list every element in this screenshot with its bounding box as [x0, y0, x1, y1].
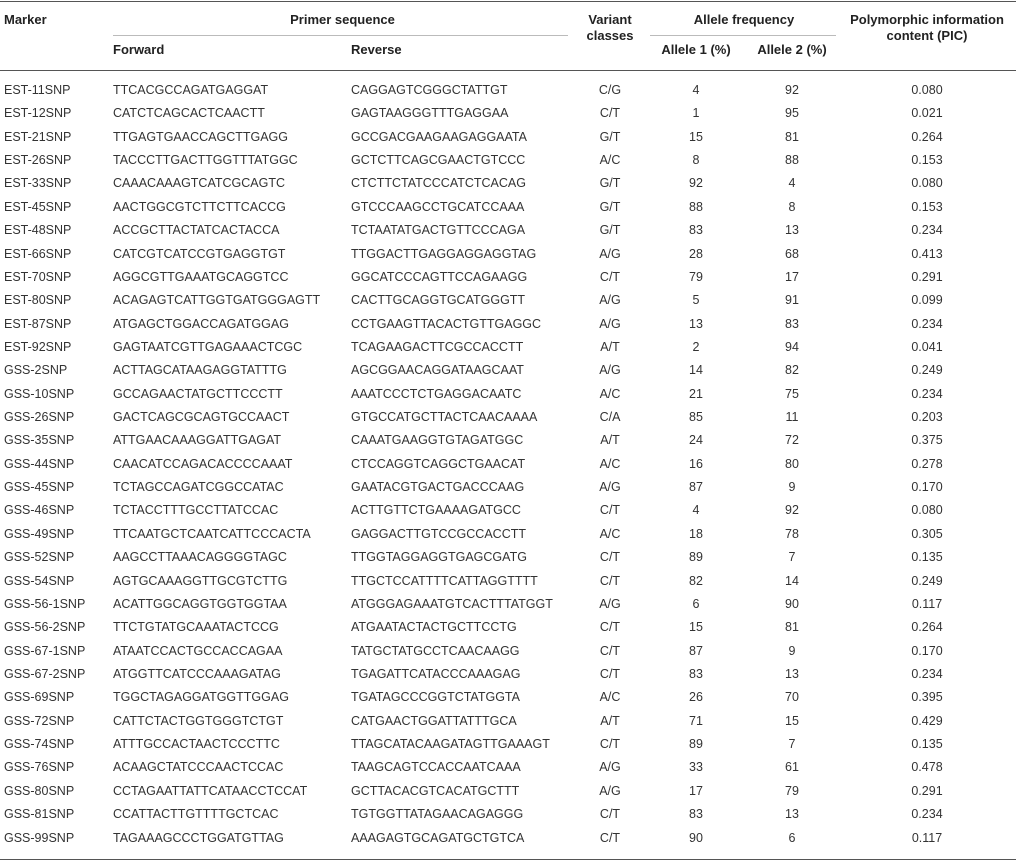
cell-allele1: 71	[689, 713, 703, 728]
cell-allele2: 7	[788, 737, 796, 752]
cell-variant: C/A	[599, 410, 621, 425]
cell-allele2: 61	[785, 760, 799, 775]
cell-marker: EST-87SNP	[4, 316, 72, 331]
cell-allele2: 6	[788, 830, 796, 845]
cell-marker: EST-33SNP	[4, 176, 72, 191]
cell-allele1: 90	[689, 830, 703, 845]
table-row	[0, 102, 1016, 125]
cell-allele2: 15	[785, 713, 799, 728]
cell-forward: GCCAGAACTATGCTTCCCTT	[113, 386, 283, 401]
cell-allele1: 4	[692, 83, 700, 97]
cell-forward: CATCTCAGCACTCAACTT	[113, 106, 265, 121]
table-row	[0, 827, 1016, 850]
table-row	[0, 336, 1016, 359]
cell-allele1: 21	[689, 386, 703, 401]
cell-reverse: AGCGGAACAGGATAAGCAAT	[351, 363, 524, 378]
cell-pic: 0.117	[911, 830, 943, 845]
cell-variant: C/T	[599, 573, 621, 588]
cell-pic: 0.153	[911, 153, 943, 168]
cell-marker: EST-48SNP	[4, 223, 72, 238]
table-row	[0, 710, 1016, 733]
cell-reverse: CATGAACTGGATTATTTGCA	[351, 713, 517, 728]
cell-allele1: 87	[689, 480, 703, 495]
cell-variant: C/T	[599, 503, 621, 518]
cell-allele2: 8	[788, 199, 796, 214]
cell-reverse: GAGTAAGGGTTTGAGGAA	[351, 106, 509, 121]
table-bottom-rule	[0, 859, 1016, 860]
header-reverse: Reverse	[351, 42, 402, 57]
cell-allele2: 9	[788, 643, 796, 658]
cell-forward: TTGAGTGAACCAGCTTGAGG	[113, 129, 289, 144]
cell-pic: 0.021	[911, 106, 943, 121]
cell-allele1: 16	[689, 456, 703, 471]
cell-pic: 0.478	[911, 760, 943, 775]
cell-pic: 0.080	[911, 83, 943, 97]
cell-pic: 0.291	[911, 269, 943, 284]
cell-marker: GSS-52SNP	[4, 550, 75, 565]
cell-reverse: GCTTACACGTCACATGCTTT	[351, 783, 520, 798]
cell-allele1: 4	[692, 503, 700, 518]
cell-marker: EST-11SNP	[4, 83, 71, 97]
cell-pic: 0.375	[911, 433, 943, 448]
cell-variant: A/C	[599, 386, 621, 401]
cell-allele2: 9	[788, 480, 796, 495]
cell-forward: ACAGAGTCATTGGTGATGGGAGTT	[113, 293, 321, 308]
table-row	[0, 686, 1016, 709]
cell-allele1: 83	[689, 807, 703, 822]
cell-reverse: TATGCTATGCCTCAACAAGG	[351, 643, 520, 658]
table-row	[0, 593, 1016, 616]
cell-forward: ACTTAGCATAAGAGGTATTTG	[113, 363, 287, 378]
cell-allele2: 83	[785, 316, 799, 331]
cell-marker: GSS-67-2SNP	[4, 666, 86, 681]
cell-variant: G/T	[599, 199, 621, 214]
cell-allele1: 15	[689, 129, 703, 144]
cell-reverse: ATGGGAGAAATGTCACTTTATGGT	[351, 596, 553, 611]
table-row	[0, 570, 1016, 593]
table-row	[0, 616, 1016, 639]
header-allele-frequency: Allele frequency	[693, 12, 795, 27]
cell-pic: 0.203	[911, 410, 943, 425]
cell-allele2: 91	[785, 293, 799, 308]
cell-pic: 0.234	[911, 386, 943, 401]
cell-forward: CAACATCCAGACACCCCAAAT	[113, 456, 293, 471]
cell-variant: A/G	[599, 293, 621, 308]
cell-pic: 0.117	[911, 596, 943, 611]
cell-marker: GSS-46SNP	[4, 503, 75, 518]
cell-reverse: ATGAATACTACTGCTTCCTG	[351, 620, 517, 635]
table-row	[0, 289, 1016, 312]
cell-marker: GSS-80SNP	[4, 783, 75, 798]
cell-allele1: 14	[689, 363, 703, 378]
cell-allele1: 17	[689, 783, 703, 798]
header-allele2: Allele 2 (%)	[757, 42, 827, 57]
cell-reverse: ACTTGTTCTGAAAAGATGCC	[351, 503, 521, 518]
cell-allele2: 88	[785, 153, 799, 168]
cell-variant: C/T	[599, 269, 621, 284]
cell-pic: 0.413	[911, 246, 943, 261]
cell-pic: 0.305	[911, 526, 943, 541]
cell-forward: CATTCTACTGGTGGGTCTGT	[113, 713, 284, 728]
cell-pic: 0.264	[911, 620, 943, 635]
cell-allele1: 2	[692, 339, 700, 354]
cell-allele1: 1	[692, 106, 700, 121]
cell-allele2: 17	[785, 269, 799, 284]
cell-allele2: 70	[785, 690, 799, 705]
cell-pic: 0.278	[911, 456, 943, 471]
table-row	[0, 756, 1016, 779]
cell-forward: TAGAAAGCCCTGGATGTTAG	[113, 830, 284, 845]
cell-marker: EST-92SNP	[4, 339, 72, 354]
cell-marker: GSS-76SNP	[4, 760, 75, 775]
cell-forward: TTCTGTATGCAAATACTCCG	[113, 620, 279, 635]
cell-forward: TTCAATGCTCAATCATTCCCACTA	[113, 526, 311, 541]
cell-reverse: CTCTTCTATCCCATCTCACAG	[351, 176, 526, 191]
cell-allele1: 8	[692, 153, 700, 168]
cell-variant: A/G	[599, 596, 621, 611]
table-row	[0, 476, 1016, 499]
cell-forward: ACATTGGCAGGTGGTGGTAA	[113, 596, 287, 611]
table-row	[0, 499, 1016, 522]
cell-pic: 0.249	[911, 573, 943, 588]
cell-variant: A/C	[599, 526, 621, 541]
cell-pic: 0.429	[911, 713, 943, 728]
cell-reverse: CACTTGCAGGTGCATGGGTT	[351, 293, 526, 308]
cell-marker: GSS-74SNP	[4, 737, 75, 752]
cell-variant: A/T	[600, 713, 620, 728]
cell-allele1: 83	[689, 223, 703, 238]
cell-reverse: TTGCTCCATTTTCATTAGGTTTT	[351, 573, 538, 588]
header-primer-sequence: Primer sequence	[290, 12, 395, 27]
cell-reverse: TGAGATTCATACCCAAAGAG	[351, 666, 521, 681]
table-row	[0, 406, 1016, 429]
cell-forward: ATGGTTCATCCCAAAGATAG	[113, 666, 281, 681]
cell-reverse: TGTGGTTATAGAACAGAGGG	[351, 807, 524, 822]
cell-reverse: AAAGAGTGCAGATGCTGTCA	[351, 830, 525, 845]
cell-reverse: CAGGAGTCGGGCTATTGT	[351, 83, 508, 97]
cell-forward: TCTACCTTTGCCTTATCCAC	[113, 503, 279, 518]
cell-forward: CCATTACTTGTTTTGCTCAC	[113, 807, 279, 822]
cell-allele1: 85	[689, 410, 703, 425]
header-allele1: Allele 1 (%)	[661, 42, 731, 57]
cell-reverse: GCCGACGAAGAAGAGGAATA	[351, 129, 527, 144]
cell-marker: GSS-72SNP	[4, 713, 75, 728]
cell-allele2: 82	[785, 363, 799, 378]
cell-allele2: 11	[785, 410, 799, 425]
header-forward: Forward	[113, 42, 165, 57]
cell-allele2: 95	[785, 106, 799, 121]
cell-marker: EST-45SNP	[4, 199, 72, 214]
cell-variant: A/C	[599, 456, 621, 471]
cell-variant: A/G	[599, 246, 621, 261]
cell-marker: GSS-45SNP	[4, 480, 75, 495]
table-row	[0, 546, 1016, 569]
cell-allele1: 82	[689, 573, 703, 588]
cell-forward: ATGAGCTGGACCAGATGGAG	[113, 316, 289, 331]
cell-variant: A/G	[599, 480, 621, 495]
table-row	[0, 126, 1016, 149]
cell-reverse: TCTAATATGACTGTTCCCAGA	[351, 223, 526, 238]
cell-marker: GSS-49SNP	[4, 526, 75, 541]
cell-allele2: 80	[785, 456, 799, 471]
cell-allele2: 75	[785, 386, 799, 401]
cell-pic: 0.234	[911, 807, 943, 822]
cell-marker: EST-26SNP	[4, 153, 72, 168]
cell-marker: EST-12SNP	[4, 106, 72, 121]
cell-allele2: 94	[785, 339, 799, 354]
cell-forward: CATCGTCATCCGTGAGGTGT	[113, 246, 286, 261]
table-row	[0, 359, 1016, 382]
cell-allele2: 92	[785, 83, 799, 97]
cell-variant: C/T	[599, 620, 621, 635]
table-row	[0, 733, 1016, 756]
cell-variant: A/G	[599, 783, 621, 798]
cell-pic: 0.234	[911, 223, 943, 238]
cell-forward: ACCGCTTACTATCACTACCA	[113, 223, 280, 238]
cell-variant: A/G	[599, 363, 621, 378]
cell-variant: G/T	[599, 129, 621, 144]
cell-marker: GSS-10SNP	[4, 386, 75, 401]
header-bottom-rule	[0, 70, 1016, 71]
cell-forward: AGGCGTTGAAATGCAGGTCC	[113, 269, 289, 284]
cell-allele2: 13	[785, 666, 799, 681]
cell-allele1: 6	[692, 596, 700, 611]
cell-reverse: TTAGCATACAAGATAGTTGAAAGT	[351, 737, 550, 752]
cell-reverse: GGCATCCCAGTTCCAGAAGG	[351, 269, 528, 284]
cell-forward: TACCCTTGACTTGGTTTATGGC	[113, 153, 298, 168]
cell-allele2: 13	[785, 807, 799, 822]
table-row	[0, 803, 1016, 826]
table-row	[0, 429, 1016, 452]
cell-variant: C/T	[599, 666, 621, 681]
cell-variant: A/G	[599, 760, 621, 775]
cell-marker: GSS-81SNP	[4, 807, 75, 822]
table-row	[0, 453, 1016, 476]
cell-allele2: 4	[788, 176, 796, 191]
cell-forward: ATTGAACAAAGGATTGAGAT	[113, 433, 282, 448]
cell-marker: EST-21SNP	[4, 129, 72, 144]
cell-variant: A/T	[600, 339, 620, 354]
cell-allele1: 24	[689, 433, 703, 448]
cell-forward: GACTCAGCGCAGTGCCAACT	[113, 410, 290, 425]
cell-forward: CAAACAAAGTCATCGCAGTC	[113, 176, 286, 191]
cell-forward: ACAAGCTATCCCAACTCCAC	[113, 760, 284, 775]
table-row	[0, 523, 1016, 546]
table-top-rule	[0, 1, 1016, 2]
cell-allele2: 7	[788, 550, 796, 565]
cell-pic: 0.264	[911, 129, 943, 144]
table-row	[0, 383, 1016, 406]
cell-variant: A/C	[599, 153, 621, 168]
cell-forward: TTCACGCCAGATGAGGAT	[113, 83, 269, 97]
cell-variant: A/G	[599, 316, 621, 331]
cell-marker: EST-70SNP	[4, 269, 72, 284]
table-row	[0, 196, 1016, 219]
cell-forward: ATTTGCCACTAACTCCCTTC	[113, 737, 280, 752]
header-variant-line1: Variant	[588, 12, 632, 27]
cell-forward: CCTAGAATTATTCATAACCTCCAT	[113, 783, 308, 798]
cell-marker: GSS-67-1SNP	[4, 643, 86, 658]
cell-marker: GSS-44SNP	[4, 456, 75, 471]
table-row	[0, 149, 1016, 172]
table-row	[0, 313, 1016, 336]
cell-allele1: 92	[689, 176, 703, 191]
table-row	[0, 172, 1016, 195]
cell-allele2: 81	[785, 129, 799, 144]
cell-variant: C/T	[599, 550, 621, 565]
cell-variant: C/G	[598, 83, 622, 97]
cell-reverse: TCAGAAGACTTCGCCACCTT	[351, 339, 524, 354]
cell-reverse: TGATAGCCCGGTCTATGGTA	[351, 690, 520, 705]
cell-variant: C/T	[599, 106, 621, 121]
cell-reverse: TAAGCAGTCCACCAATCAAA	[351, 760, 521, 775]
cell-pic: 0.135	[911, 550, 943, 565]
cell-forward: AACTGGCGTCTTCTTCACCG	[113, 199, 286, 214]
cell-pic: 0.041	[911, 339, 943, 354]
cell-variant: A/T	[600, 433, 620, 448]
cell-allele2: 90	[785, 596, 799, 611]
cell-marker: GSS-56-2SNP	[4, 620, 86, 635]
cell-allele1: 13	[689, 316, 703, 331]
cell-allele1: 79	[689, 269, 703, 284]
primer-group-rule	[113, 35, 568, 36]
cell-allele1: 89	[689, 550, 703, 565]
cell-allele1: 83	[689, 666, 703, 681]
table-row	[0, 780, 1016, 803]
cell-forward: AAGCCTTAAACAGGGGTAGC	[113, 550, 287, 565]
table-row	[0, 640, 1016, 663]
cell-reverse: GAGGACTTGTCCGCCACCTT	[351, 526, 526, 541]
header-pic-line1: Polymorphic information	[850, 12, 1004, 27]
cell-allele2: 81	[785, 620, 799, 635]
cell-allele1: 33	[689, 760, 703, 775]
cell-pic: 0.291	[911, 783, 943, 798]
cell-variant: A/C	[599, 690, 621, 705]
cell-reverse: GTCCCAAGCCTGCATCCAAA	[351, 199, 525, 214]
cell-marker: GSS-35SNP	[4, 433, 75, 448]
header-pic-line2: content (PIC)	[886, 28, 968, 43]
cell-allele1: 26	[689, 690, 703, 705]
cell-marker: GSS-26SNP	[4, 410, 75, 425]
cell-marker: GSS-56-1SNP	[4, 596, 86, 611]
table-body	[0, 79, 1016, 850]
cell-variant: C/T	[599, 807, 621, 822]
cell-forward: AGTGCAAAGGTTGCGTCTTG	[113, 573, 288, 588]
cell-pic: 0.135	[911, 737, 943, 752]
cell-pic: 0.153	[911, 199, 943, 214]
header-marker: Marker	[4, 12, 47, 27]
cell-reverse: AAATCCCTCTGAGGACAATC	[351, 386, 522, 401]
cell-allele2: 78	[785, 526, 799, 541]
cell-reverse: GAATACGTGACTGACCCAAG	[351, 480, 525, 495]
cell-forward: TGGCTAGAGGATGGTTGGAG	[113, 690, 289, 705]
cell-variant: G/T	[599, 176, 621, 191]
cell-allele2: 14	[785, 573, 799, 588]
cell-allele2: 68	[785, 246, 799, 261]
cell-pic: 0.234	[911, 666, 943, 681]
table-row	[0, 266, 1016, 289]
cell-allele1: 15	[689, 620, 703, 635]
cell-pic: 0.080	[911, 176, 943, 191]
cell-reverse: CTCCAGGTCAGGCTGAACAT	[351, 456, 526, 471]
cell-pic: 0.170	[911, 480, 943, 495]
cell-pic: 0.080	[911, 503, 943, 518]
cell-allele2: 13	[785, 223, 799, 238]
cell-marker: GSS-69SNP	[4, 690, 75, 705]
cell-variant: C/T	[599, 643, 621, 658]
cell-allele1: 87	[689, 643, 703, 658]
cell-forward: GAGTAATCGTTGAGAAACTCGC	[113, 339, 303, 354]
cell-allele2: 72	[785, 433, 799, 448]
table-row	[0, 663, 1016, 686]
table-row	[0, 219, 1016, 242]
cell-marker: GSS-2SNP	[4, 363, 68, 378]
cell-allele2: 92	[785, 503, 799, 518]
cell-marker: EST-66SNP	[4, 246, 72, 261]
cell-reverse: TTGGACTTGAGGAGGAGGTAG	[351, 246, 537, 261]
cell-forward: TCTAGCCAGATCGGCCATAC	[113, 480, 284, 495]
cell-reverse: CCTGAAGTTACACTGTTGAGGC	[351, 316, 542, 331]
cell-variant: C/T	[599, 737, 621, 752]
cell-reverse: TTGGTAGGAGGTGAGCGATG	[351, 550, 527, 565]
cell-pic: 0.099	[911, 293, 943, 308]
cell-reverse: GTGCCATGCTTACTCAACAAAA	[351, 410, 538, 425]
cell-allele1: 88	[689, 199, 703, 214]
cell-allele1: 5	[692, 293, 700, 308]
cell-forward: ATAATCCACTGCCACCAGAA	[113, 643, 283, 658]
cell-allele1: 28	[689, 246, 703, 261]
cell-marker: GSS-99SNP	[4, 830, 75, 845]
cell-pic: 0.234	[911, 316, 943, 331]
cell-variant: G/T	[599, 223, 621, 238]
table-row	[0, 243, 1016, 266]
cell-marker: GSS-54SNP	[4, 573, 75, 588]
cell-reverse: GCTCTTCAGCGAACTGTCCC	[351, 153, 526, 168]
cell-allele1: 89	[689, 737, 703, 752]
cell-pic: 0.249	[911, 363, 943, 378]
cell-allele2: 79	[785, 783, 799, 798]
header-variant-line2: classes	[586, 28, 634, 43]
table-row	[0, 79, 1016, 102]
cell-marker: EST-80SNP	[4, 293, 72, 308]
allele-group-rule	[650, 35, 836, 36]
cell-pic: 0.395	[911, 690, 943, 705]
cell-pic: 0.170	[911, 643, 943, 658]
cell-allele1: 18	[689, 526, 703, 541]
cell-variant: C/T	[599, 830, 621, 845]
cell-reverse: CAAATGAAGGTGTAGATGGC	[351, 433, 524, 448]
